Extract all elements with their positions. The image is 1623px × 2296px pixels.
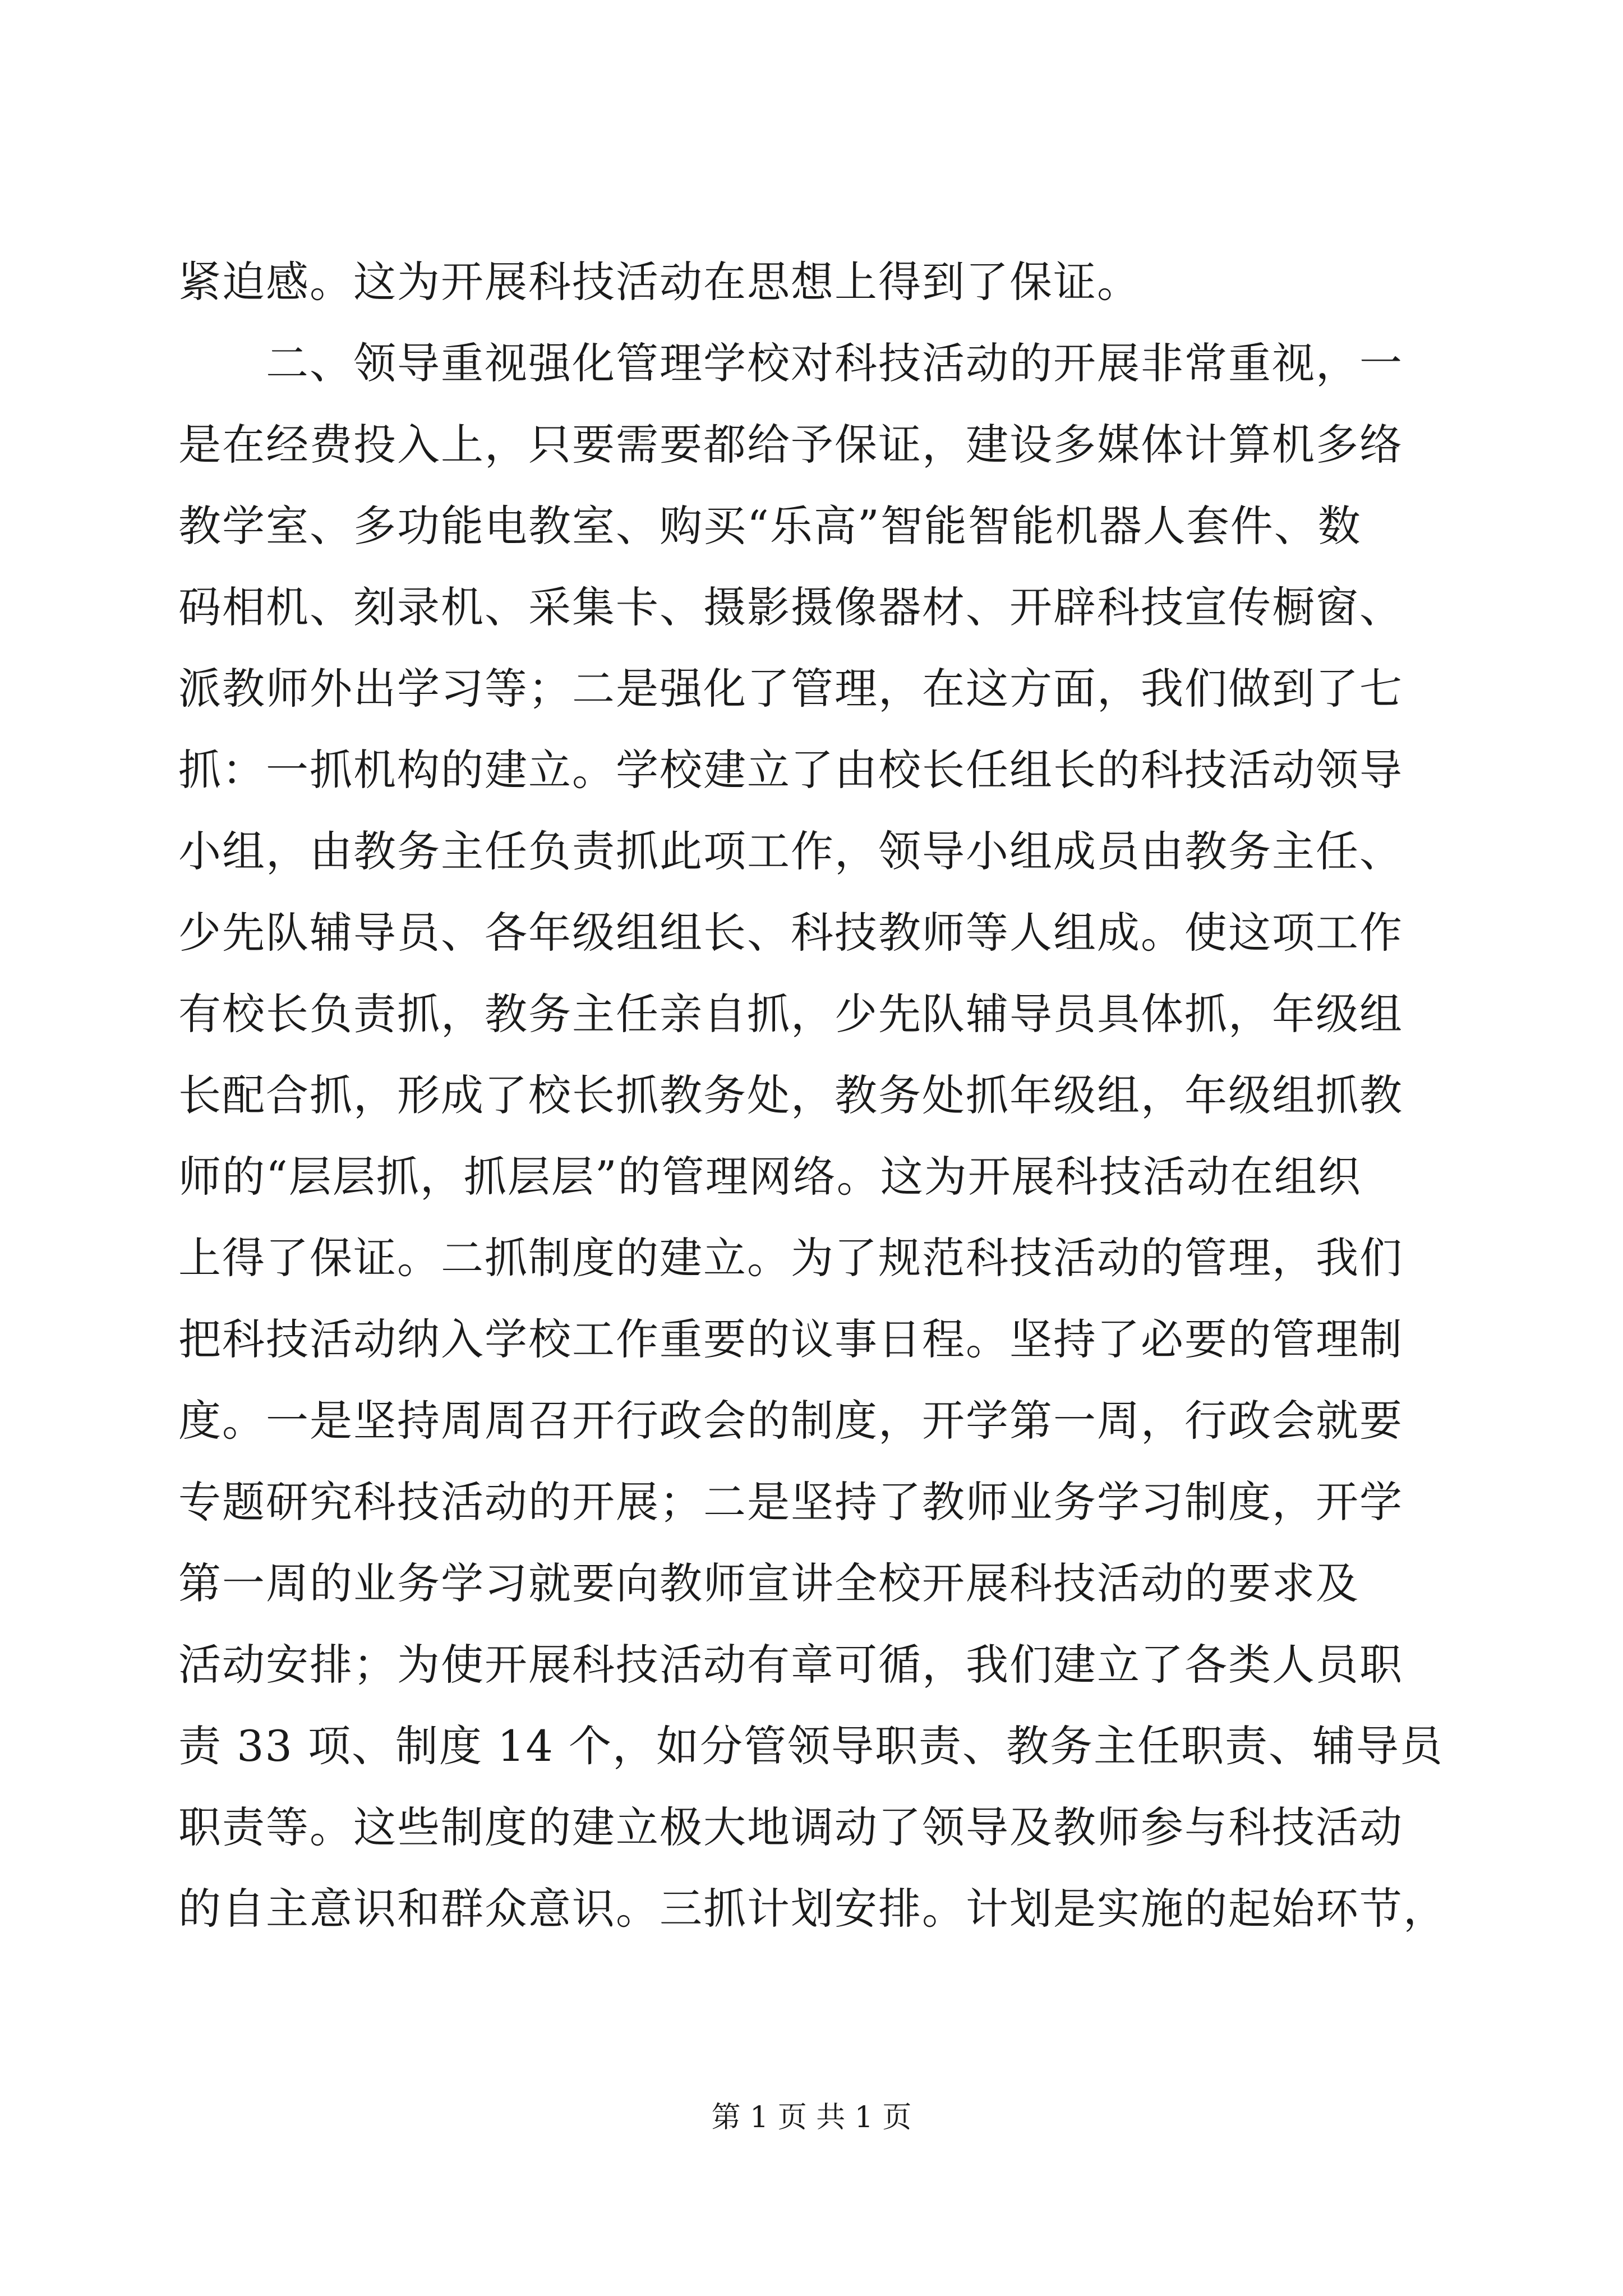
text-line: 派教师外出学习等；二是强化了管理，在这方面，我们做到了七 (178, 664, 1403, 714)
text-line: 职责等。这些制度的建立极大地调动了领导及教师参与科技活动 (178, 1802, 1403, 1852)
text-line: 是在经费投入上，只要需要都给予保证，建设多媒体计算机多络 (178, 420, 1403, 470)
text-line: 活动安排；为使开展科技活动有章可循，我们建立了各类人员职 (178, 1640, 1403, 1690)
text-line: 小组，由教务主任负责抓此项工作，领导小组成员由教务主任、 (178, 826, 1403, 876)
page-number-footer: 第 1 页 共 1 页 (711, 2101, 912, 2134)
text-line: 抓：一抓机构的建立。学校建立了由校长任组长的科技活动领导 (178, 745, 1403, 795)
text-line: 码相机、刻录机、采集卡、摄影摄像器材、开辟科技宣传橱窗、 (178, 582, 1403, 632)
text-line: 把科技活动纳入学校工作重要的议事日程。坚持了必要的管理制 (178, 1314, 1403, 1364)
text-line: 师的“层层抓，抓层层”的管理网络。这为开展科技活动在组织 (178, 1152, 1362, 1202)
text-line: 的自主意识和群众意识。三抓计划安排。计划是实施的起始环节， (178, 1884, 1447, 1934)
text-line: 责 33 项、制度 14 个，如分管领导职责、教务主任职责、辅导员 (178, 1721, 1444, 1771)
text-line: 长配合抓，形成了校长抓教务处，教务处抓年级组，年级组抓教 (178, 1070, 1403, 1120)
text-line: 紧迫感。这为开展科技活动在思想上得到了保证。 (178, 257, 1141, 307)
text-line: 专题研究科技活动的开展；二是坚持了教师业务学习制度，开学 (178, 1477, 1403, 1527)
text-line: 二、领导重视强化管理学校对科技活动的开展非常重视，一 (178, 338, 1403, 388)
text-line: 有校长负责抓，教务主任亲自抓，少先队辅导员具体抓，年级组 (178, 989, 1403, 1039)
text-line: 度。一是坚持周周召开行政会的制度，开学第一周，行政会就要 (178, 1396, 1403, 1446)
text-line: 教学室、多功能电教室、购买“乐高”智能智能机器人套件、数 (178, 501, 1362, 551)
text-line: 第一周的业务学习就要向教师宣讲全校开展科技活动的要求及 (178, 1558, 1359, 1608)
text-line: 上得了保证。二抓制度的建立。为了规范科技活动的管理，我们 (178, 1233, 1403, 1283)
body-text (178, 241, 1446, 1949)
text-line: 少先队辅导员、各年级组组长、科技教师等人组成。使这项工作 (178, 908, 1403, 958)
